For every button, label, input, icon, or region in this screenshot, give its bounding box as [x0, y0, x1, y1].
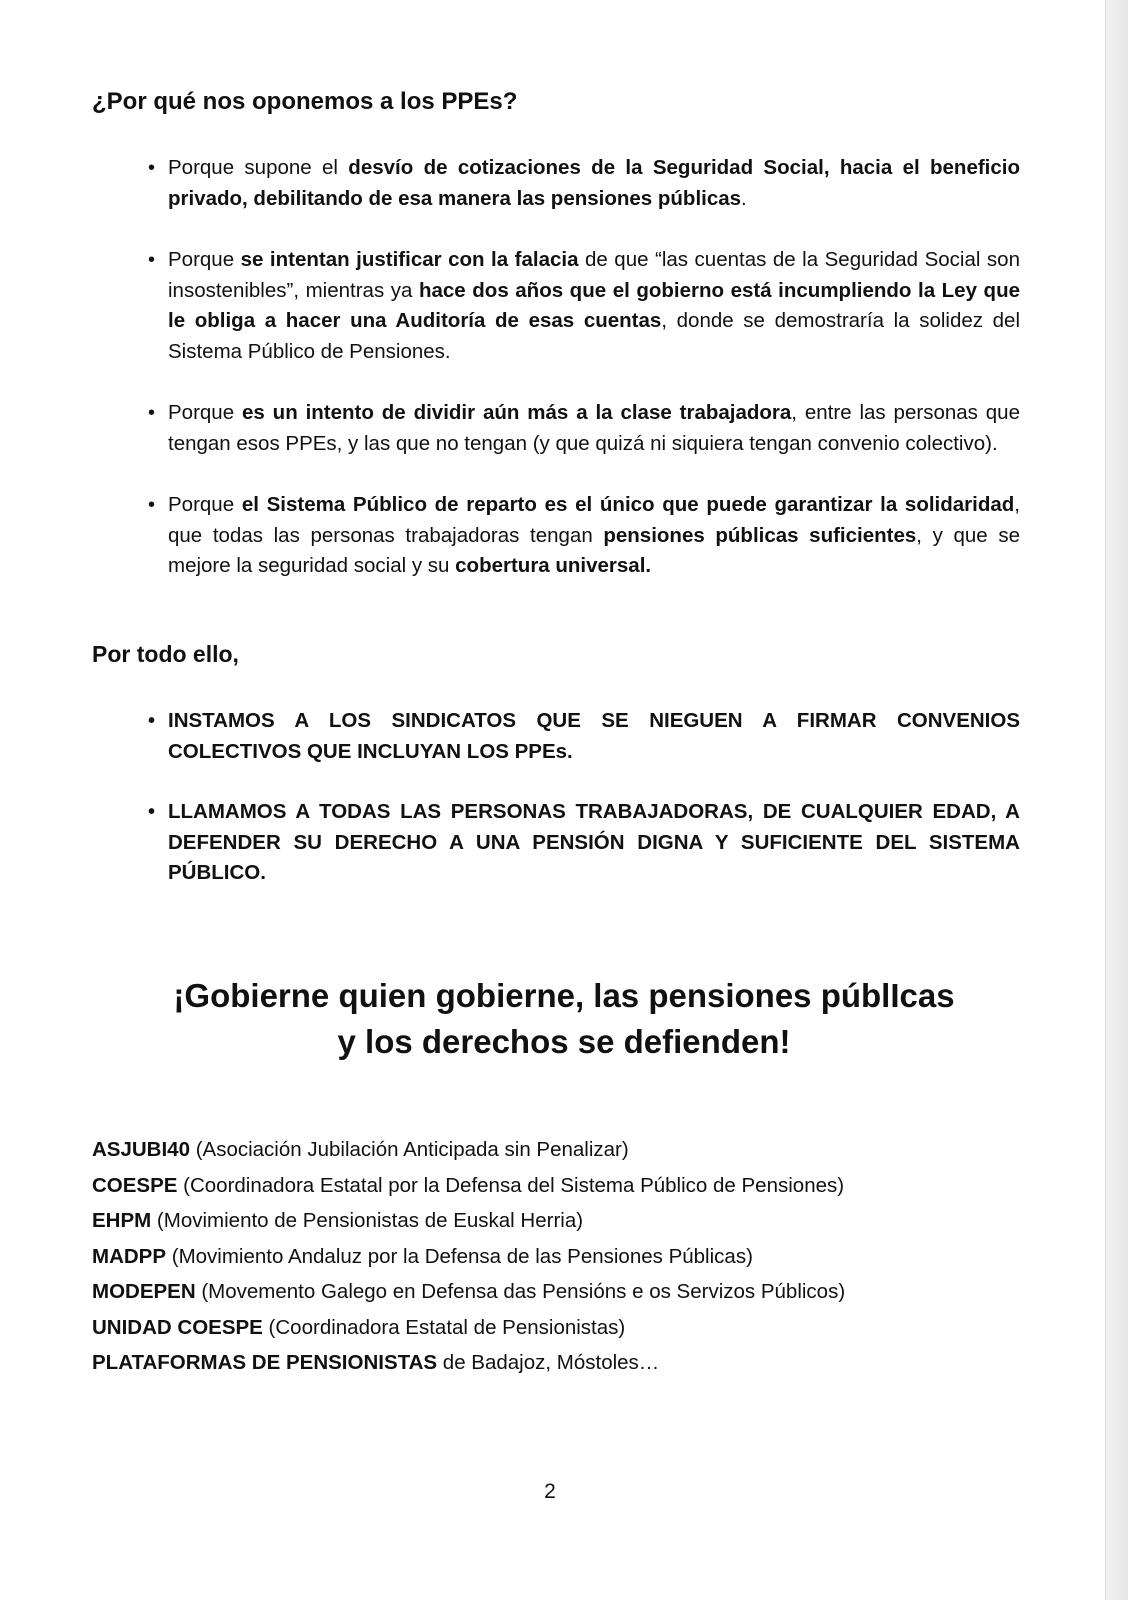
organization-description: (Movimiento Andaluz por la Defensa de las Pensiones Públicas)	[166, 1244, 753, 1268]
reason-text: Porque	[168, 248, 241, 271]
reason-text: .	[741, 186, 747, 210]
demands-list	[148, 706, 1020, 919]
organizations-list	[92, 1132, 1032, 1381]
reason-item	[148, 245, 1020, 367]
organization-item	[92, 1132, 1032, 1168]
organization-acronym: ASJUBI40	[92, 1138, 190, 1161]
slogan	[0, 973, 1128, 1065]
organization-description: de Badajoz, Móstoles…	[437, 1351, 660, 1374]
organization-description: (Coordinadora Estatal por la Defensa del Sistema Público de Pensiones)	[177, 1173, 845, 1197]
organization-acronym: MADPP	[92, 1244, 167, 1268]
page-number: 2	[544, 1480, 556, 1503]
demand-item: • INSTAMOS A LOS SINDICATOS QUE SE NIEGUEN A FIRMAR CONVENIOS COLECTIVOS QUE INCLUYAN LOS PPEs.	[148, 706, 1020, 767]
reason-text: Porque	[168, 401, 242, 424]
organization-item	[92, 1203, 1032, 1239]
slogan-line: ¡Gobierne quien gobierne, las pensiones públIcas	[173, 977, 955, 1014]
reason-text-bold: se intentan justificar con la falacia	[240, 248, 579, 271]
organization-acronym: EHPM	[92, 1209, 152, 1232]
reason-text-bold: hace dos años que el gobierno está incumpliendo la Ley que le obliga a hacer una Auditoría de esas cuentas	[168, 278, 1020, 332]
reason-text: Porque supone el	[168, 156, 349, 179]
reason-text-bold: pensiones públicas suficientes	[603, 523, 917, 547]
organization-acronym: COESPE	[92, 1173, 178, 1197]
organization-item	[92, 1239, 1032, 1275]
reason-text: , y que se mejore la seguridad social y su	[168, 523, 1020, 577]
organization-item	[92, 1274, 1032, 1310]
organization-item	[92, 1168, 1032, 1204]
reason-text: , que todas las personas trabajadoras tengan	[168, 493, 1020, 547]
page-edge	[1105, 0, 1128, 1600]
organization-description: (Asociación Jubilación Anticipada sin Penalizar)	[190, 1138, 629, 1161]
reason-text: , entre las personas que tengan esos PPEs, y las que no tengan (y que quizá ni siquiera tengan convenio colectivo).	[168, 401, 1020, 455]
organization-acronym: PLATAFORMAS DE PENSIONISTAS	[92, 1351, 438, 1374]
slogan-line: y los derechos se defienden!	[337, 1023, 791, 1060]
reason-text-bold: cobertura universal.	[455, 554, 652, 577]
reason-text-bold: el Sistema Público de reparto es el único que puede garantizar la solidaridad	[241, 493, 1015, 516]
reason-text: , donde se demostraría la solidez del Sistema Público de Pensiones.	[168, 309, 1021, 363]
reason-text: de que “las cuentas de la Seguridad Social son insostenibles”, mientras ya	[168, 248, 1020, 302]
organization-item	[92, 1310, 1032, 1346]
reason-text: Porque	[168, 493, 242, 516]
reason-item	[148, 153, 1020, 214]
organization-acronym: UNIDAD COESPE	[92, 1315, 263, 1339]
section-heading: ¿Por qué nos oponemos a los PPEs?	[92, 88, 518, 115]
reason-text-bold: desvío de cotizaciones de la Seguridad Social, hacia el beneficio privado, debilitando de esa manera las pensiones públicas	[168, 156, 1020, 210]
organization-description: (Movemento Galego en Defensa das Pensións e os Servizos Públicos)	[195, 1280, 846, 1303]
reason-text-bold: es un intento de dividir aún más a la clase trabajadora	[241, 401, 792, 424]
organization-description: (Movimiento de Pensionistas de Euskal Herria)	[151, 1209, 584, 1232]
organization-acronym: MODEPEN	[92, 1280, 196, 1303]
reason-item	[148, 398, 1020, 459]
reasons-list	[148, 153, 1020, 613]
reason-item	[148, 490, 1020, 582]
demand-item: • LLAMAMOS A TODAS LAS PERSONAS TRABAJADORAS, DE CUALQUIER EDAD, A DEFENDER SU DERECHO A UNA PENSIÓN DIGNA Y SUFICIENTE DEL SISTEMA PÚBLICO.	[148, 797, 1020, 889]
organization-description: (Coordinadora Estatal de Pensionistas)	[262, 1315, 626, 1339]
organization-item	[92, 1345, 1032, 1381]
conclusion-text: Por todo ello,	[92, 641, 239, 667]
